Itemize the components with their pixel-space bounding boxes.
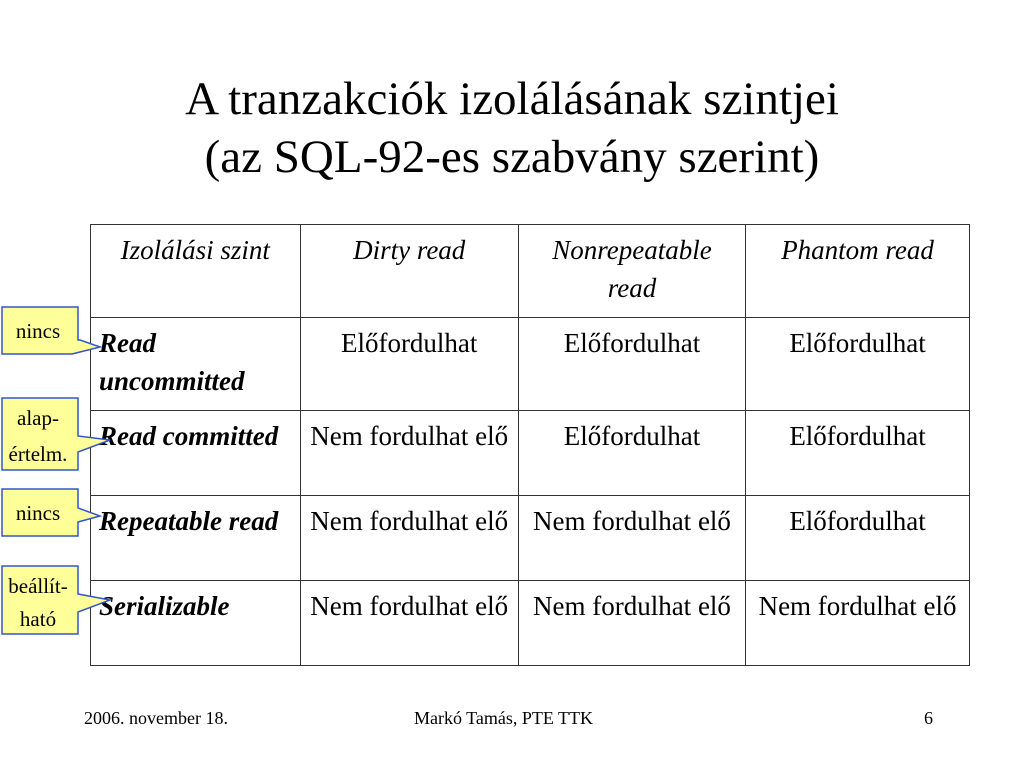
cell-dirty-read: Nem fordulhat elő — [300, 411, 518, 496]
row-level-name: Read committed — [91, 411, 301, 496]
callout-alap-ertelm — [2, 398, 110, 470]
row-level-name: Repeatable read — [91, 496, 301, 581]
title-line-1: A tranzakciók izolálásának szintjei — [185, 73, 839, 125]
header-dirty-read: Dirty read — [300, 225, 518, 318]
cell-phantom-read: Nem fordulhat elő — [746, 581, 970, 666]
footer-date: 2006. november 18. — [84, 708, 228, 728]
footer-author: Markó Tamás, PTE TTK — [414, 708, 594, 728]
callout-nincs-1 — [2, 307, 100, 354]
row-level-name: Read uncommitted — [91, 318, 301, 411]
cell-phantom-read: Előfordulhat — [746, 496, 970, 581]
callout-text: nincs — [15, 319, 61, 343]
callout-nincs-2 — [2, 489, 100, 536]
cell-nonrepeatable-read: Nem fordulhat elő — [518, 581, 745, 666]
cell-dirty-read: Nem fordulhat elő — [300, 581, 518, 666]
callout-text: értelm. — [8, 442, 68, 466]
cell-nonrepeatable-read: Előfordulhat — [518, 411, 745, 496]
callout-beallit-hato — [2, 566, 110, 634]
callout-text: alap- — [17, 406, 59, 430]
header-phantom-read: Phantom read — [746, 225, 970, 318]
callout-text: beállít- — [8, 574, 68, 598]
header-isolation-level: Izolálási szint — [91, 225, 301, 318]
cell-dirty-read: Nem fordulhat elő — [300, 496, 518, 581]
callout-text: ható — [19, 607, 57, 631]
callout-text: nincs — [15, 501, 61, 525]
row-level-name: Serializable — [91, 581, 301, 666]
cell-nonrepeatable-read: Nem fordulhat elő — [518, 496, 745, 581]
cell-phantom-read: Előfordulhat — [746, 318, 970, 411]
footer-page-number: 6 — [924, 708, 933, 728]
cell-phantom-read: Előfordulhat — [746, 411, 970, 496]
header-nonrepeatable-read: Nonrepeatable read — [518, 225, 745, 318]
cell-nonrepeatable-read: Előfordulhat — [518, 318, 745, 411]
title-line-2: (az SQL-92-es szabvány szerint) — [204, 131, 820, 183]
cell-dirty-read: Előfordulhat — [300, 318, 518, 411]
